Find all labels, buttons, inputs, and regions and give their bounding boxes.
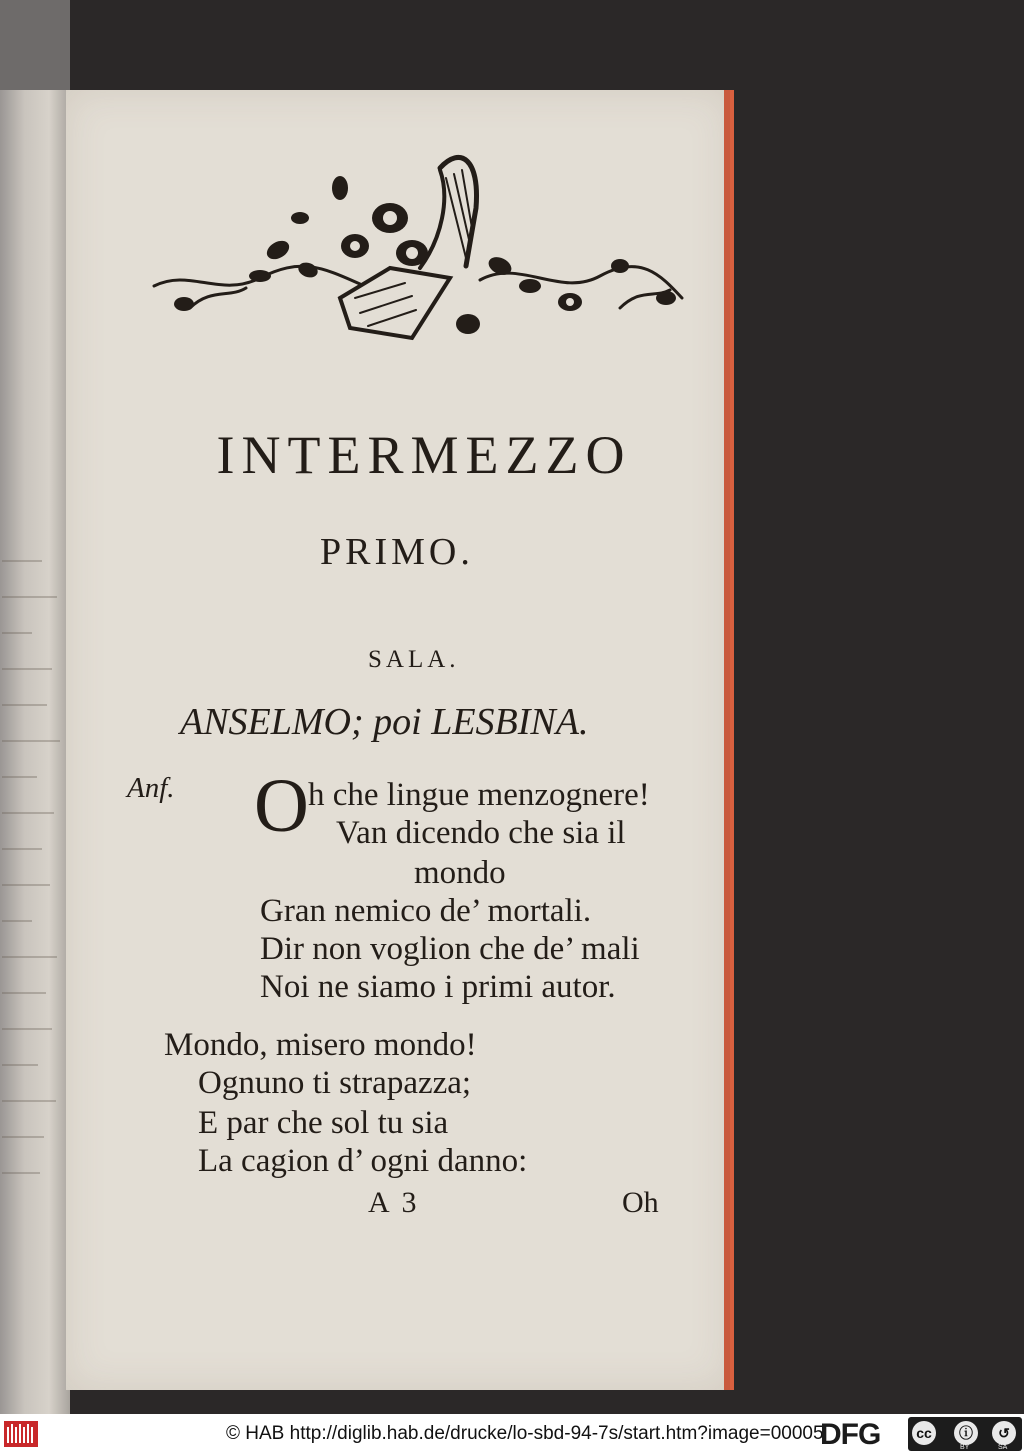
dfg-logo: DFG (820, 1418, 881, 1451)
page-title: INTERMEZZO (216, 425, 632, 485)
previous-page-shadow (0, 0, 70, 90)
source-credit-link[interactable]: © HAB http://diglib.hab.de/drucke/lo-sbd-94-7s/start.htm?image=00005 (226, 1423, 824, 1444)
cornucopia-ornament (150, 148, 690, 348)
verse-line: Mondo, misero mondo! (164, 1027, 477, 1063)
verse-line: mondo (414, 855, 506, 891)
verse-line: Van dicendo che sia il (336, 815, 626, 851)
signature-mark: A 3 (368, 1186, 420, 1219)
license-by-label: BY (960, 1444, 970, 1451)
bleed-through-text (2, 560, 62, 1260)
scene-heading: SALA. (368, 646, 460, 673)
page-subtitle: PRIMO. (320, 531, 474, 573)
catchword: Oh (622, 1186, 659, 1219)
speaker-label: Anf. (127, 772, 175, 804)
library-barcode-icon (4, 1421, 38, 1447)
verse-line: Noi ne siamo i primi autor. (260, 969, 616, 1005)
verse-line: Gran nemico de’ mortali. (260, 893, 592, 929)
sa-icon: ↺ (992, 1421, 1016, 1445)
viewer-footer (0, 1414, 1024, 1453)
cc-icon: cc (912, 1421, 936, 1445)
by-icon: ⓘ (954, 1421, 978, 1445)
verse-line: La cagion d’ ogni danno: (198, 1143, 528, 1179)
license-sa-label: SA (998, 1444, 1008, 1451)
verse-line: h che lingue menzognere! (308, 777, 650, 813)
previous-page-edge (0, 0, 70, 1414)
cc-license-badge[interactable] (908, 1417, 1022, 1451)
character-list: ANSELMO; poi LESBINA. (180, 701, 589, 743)
verse-line: E par che sol tu sia (198, 1105, 449, 1141)
verse-line: Dir non voglion che de’ mali (260, 931, 640, 967)
drop-cap: O (254, 764, 309, 848)
verse-line: Ognuno ti strapazza; (198, 1065, 472, 1101)
